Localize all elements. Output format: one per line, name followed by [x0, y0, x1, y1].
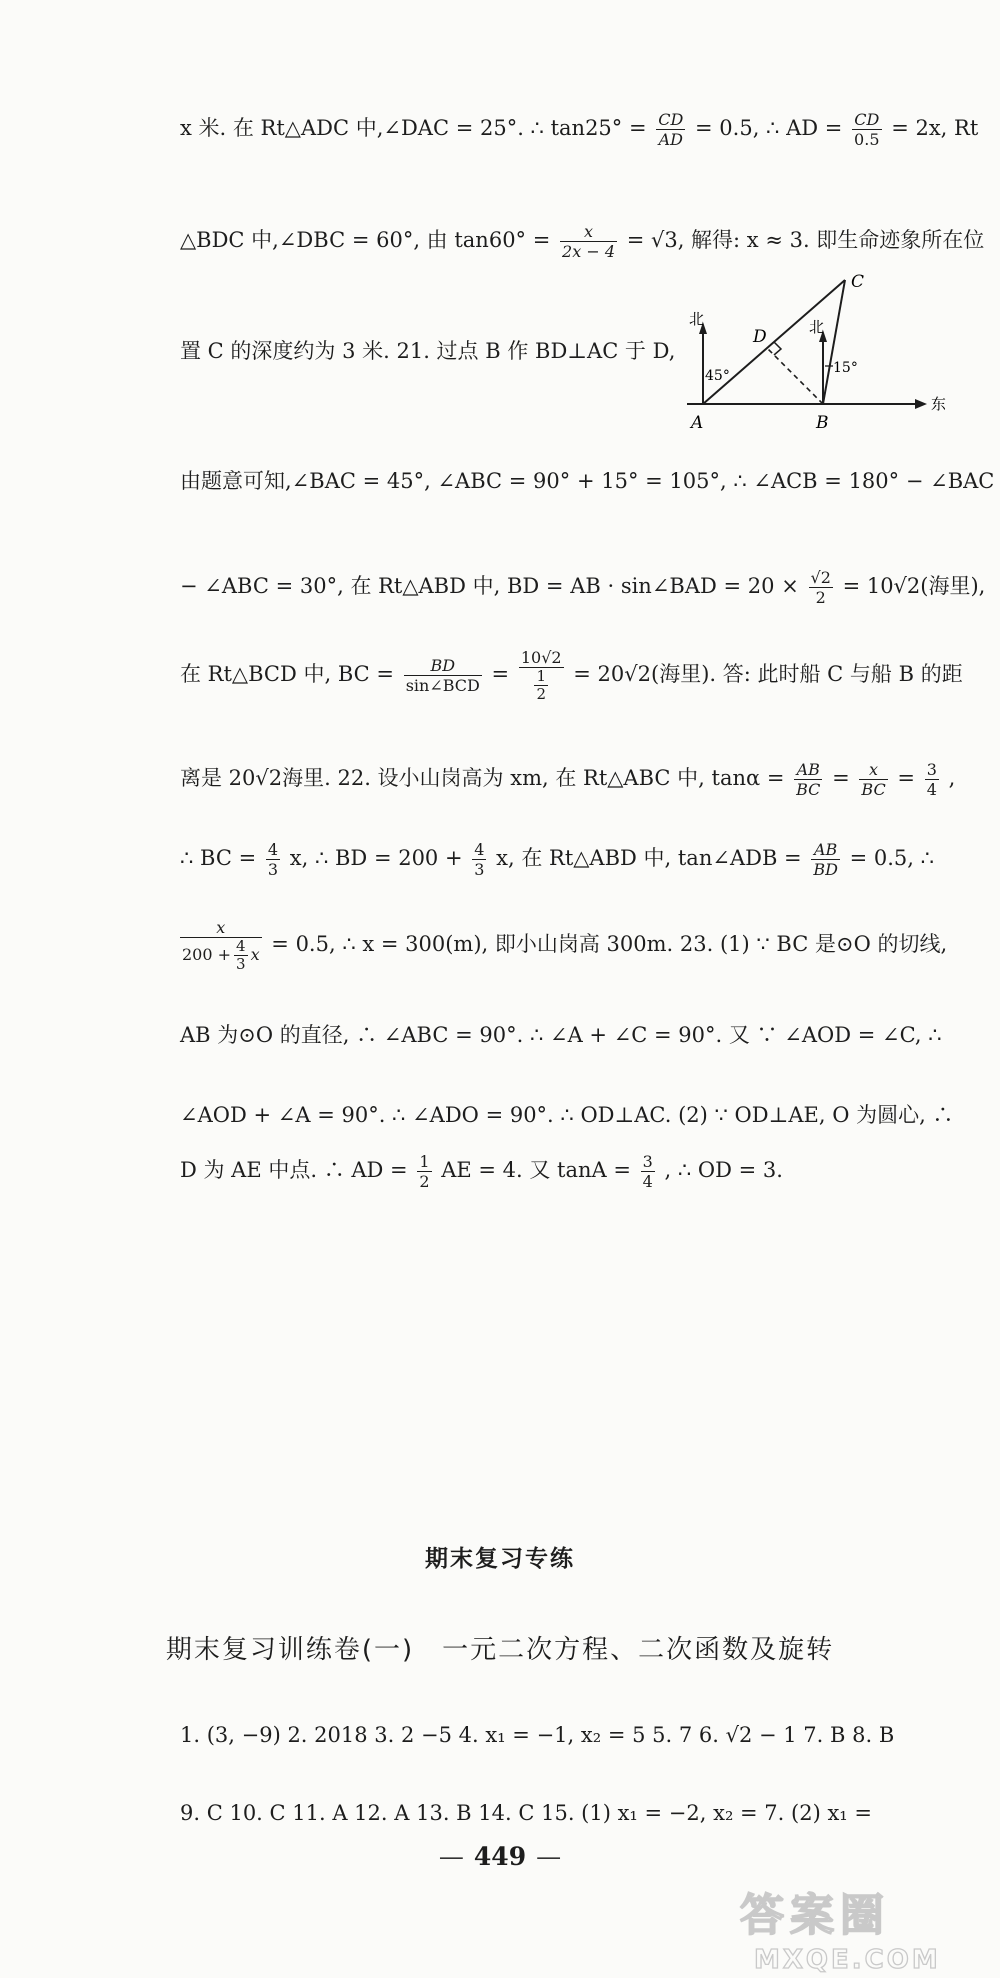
fraction-4-3-a: $\frac{4}{3}$ — [267, 840, 279, 879]
fraction-x-bc: $\frac{x}{BC}$ — [861, 760, 886, 799]
fraction-cd-05: $\frac{CD}{0.5}$ — [854, 110, 880, 149]
navigation-diagram — [675, 262, 950, 442]
fraction-cd-ad: $\frac{CD}{AD}$ — [658, 110, 684, 149]
label-north-b: 北 — [809, 318, 825, 336]
label-angle-15: 15° — [833, 360, 858, 376]
solution-line-7: 离是 20√2海里. 22. 设小山岗高为 xm, 在 Rt△ABC 中, tanα = $\frac{AB}{BC}$ = $\frac{x}{BC}$ = $\frac{3}{4}$ , — [180, 760, 956, 799]
page-dash-left: — — [438, 1842, 464, 1871]
exam-topic: 一元二次方程、二次函数及旋转 — [442, 1635, 835, 1665]
fraction-ab-bc: $\frac{AB}{BC}$ — [796, 760, 821, 799]
fraction-x-2x-4: $\frac{x}{2x - 4}$ — [562, 222, 615, 261]
fraction-ab-bd: $\frac{AB}{BD}$ — [813, 840, 838, 879]
fraction-4-3-c: $\frac{4}{3}$ — [236, 937, 246, 973]
fraction-x-over-200: x 200 + $\frac{4}{3}$ x — [182, 918, 260, 973]
solution-line-3: 置 C 的深度约为 3 米. 21. 过点 B 作 BD⊥AC 于 D, — [180, 339, 676, 363]
fraction-4-3-b: $\frac{4}{3}$ — [474, 840, 485, 879]
solution-line-9: x 200 + $\frac{4}{3}$ x = 0.5, ∴ x = 300(m), 即小山岗高 300m. 23. (1) ∵ BC 是⊙O 的切线, — [182, 918, 948, 973]
page-number-row — [0, 1842, 1000, 1871]
solution-line-2: △BDC 中,∠DBC = 60°, 由 tan60° = $\frac{x}{2x - 4}$ = √3, 解得: x ≈ 3. 即生命迹象所在位 — [180, 222, 985, 261]
right-angle-mark — [774, 342, 781, 355]
fraction-3-4: $\frac{3}{4}$ — [926, 760, 937, 799]
label-angle-45: 45° — [705, 368, 730, 384]
exam-title-row — [0, 1629, 1000, 1666]
exam-title: 期末复习训练卷(一) — [165, 1635, 415, 1665]
solution-line-11: ∠AOD + ∠A = 90°. ∴ ∠ADO = 90°. ∴ OD⊥AC. (2) ∵ OD⊥AE, O 为圆心, ∴ — [180, 1103, 954, 1127]
label-b: B — [816, 413, 829, 433]
segment-bd-dashed — [767, 348, 823, 404]
answer-line-1: 1. (3, −9) 2. 2018 3. 2 −5 4. x₁ = −1, x₂ = 5 5. 7 6. √2 − 1 7. B 8. B — [180, 1723, 895, 1747]
east-arrow — [915, 399, 927, 409]
solution-line-8: ∴ BC = $\frac{4}{3}$ x, ∴ BD = 200 + $\frac{4}{3}$ x, 在 Rt△ABD 中, tan∠ADB = $\frac{AB}{BD}$ = 0.5, ∴ — [180, 840, 935, 879]
page-dash-right: — — [536, 1842, 562, 1871]
label-east: 东 — [931, 395, 947, 413]
solution-line-6: 在 Rt△BCD 中, BC = $\frac{BD}{\text{sin∠BCD}}$ = $\frac{10√2}{\frac{1}{2}}$ = 20√2(海里). 答: 此时船 C 与船 B 的距 — [180, 648, 963, 703]
label-north-a: 北 — [689, 310, 705, 328]
answer-line-2: 9. C 10. C 11. A 12. A 13. B 14. C 15. (1) x₁ = −2, x₂ = 7. (2) x₁ = — [180, 1801, 872, 1825]
label-a: A — [691, 413, 704, 433]
fraction-sqrt2-2: $\frac{√2}{2}$ — [810, 568, 831, 607]
solution-line-10: AB 为⊙O 的直径, ∴ ∠ABC = 90°. ∴ ∠A + ∠C = 90°. 又 ∵ ∠AOD = ∠C, ∴ — [180, 1023, 942, 1047]
solution-line-1: x 米. 在 Rt△ADC 中,∠DAC = 25°. ∴ tan25° = $\frac{CD}{AD}$ = 0.5, ∴ AD = $\frac{CD}{0.5}$ = 2x, Rt — [180, 110, 979, 149]
fraction-3-4-b: $\frac{3}{4}$ — [642, 1152, 653, 1191]
solution-line-4: 由题意可知,∠BAC = 45°, ∠ABC = 90° + 15° = 105°, ∴ ∠ACB = 180° − ∠BAC — [180, 469, 995, 493]
watermark-line-1: 答案圈 — [740, 1890, 890, 1941]
fraction-half: $\frac{1}{2}$ — [536, 667, 546, 703]
fraction-bd-sinbcd: $\frac{BD}{\text{sin∠BCD}}$ — [405, 656, 480, 695]
solution-line-12: D 为 AE 中点. ∴ AD = $\frac{1}{2}$ AE = 4. 又 tanA = $\frac{3}{4}$ , ∴ OD = 3. — [180, 1152, 783, 1191]
watermark-logo — [720, 1880, 990, 1975]
label-d: D — [753, 327, 767, 347]
fraction-10sqrt2-half: $\frac{10√2}{\frac{1}{2}}$ — [520, 648, 562, 703]
fraction-1-2: $\frac{1}{2}$ — [419, 1152, 430, 1191]
section-title: 期末复习专练 — [425, 1546, 575, 1572]
solution-line-5: − ∠ABC = 30°, 在 Rt△ABD 中, BD = AB · sin∠BAD = 20 × $\frac{√2}{2}$ = 10√2(海里), — [180, 568, 986, 607]
label-c: C — [851, 272, 865, 292]
page-number: 449 — [473, 1842, 527, 1871]
watermark-line-2: MXQE.COM — [754, 1945, 941, 1975]
